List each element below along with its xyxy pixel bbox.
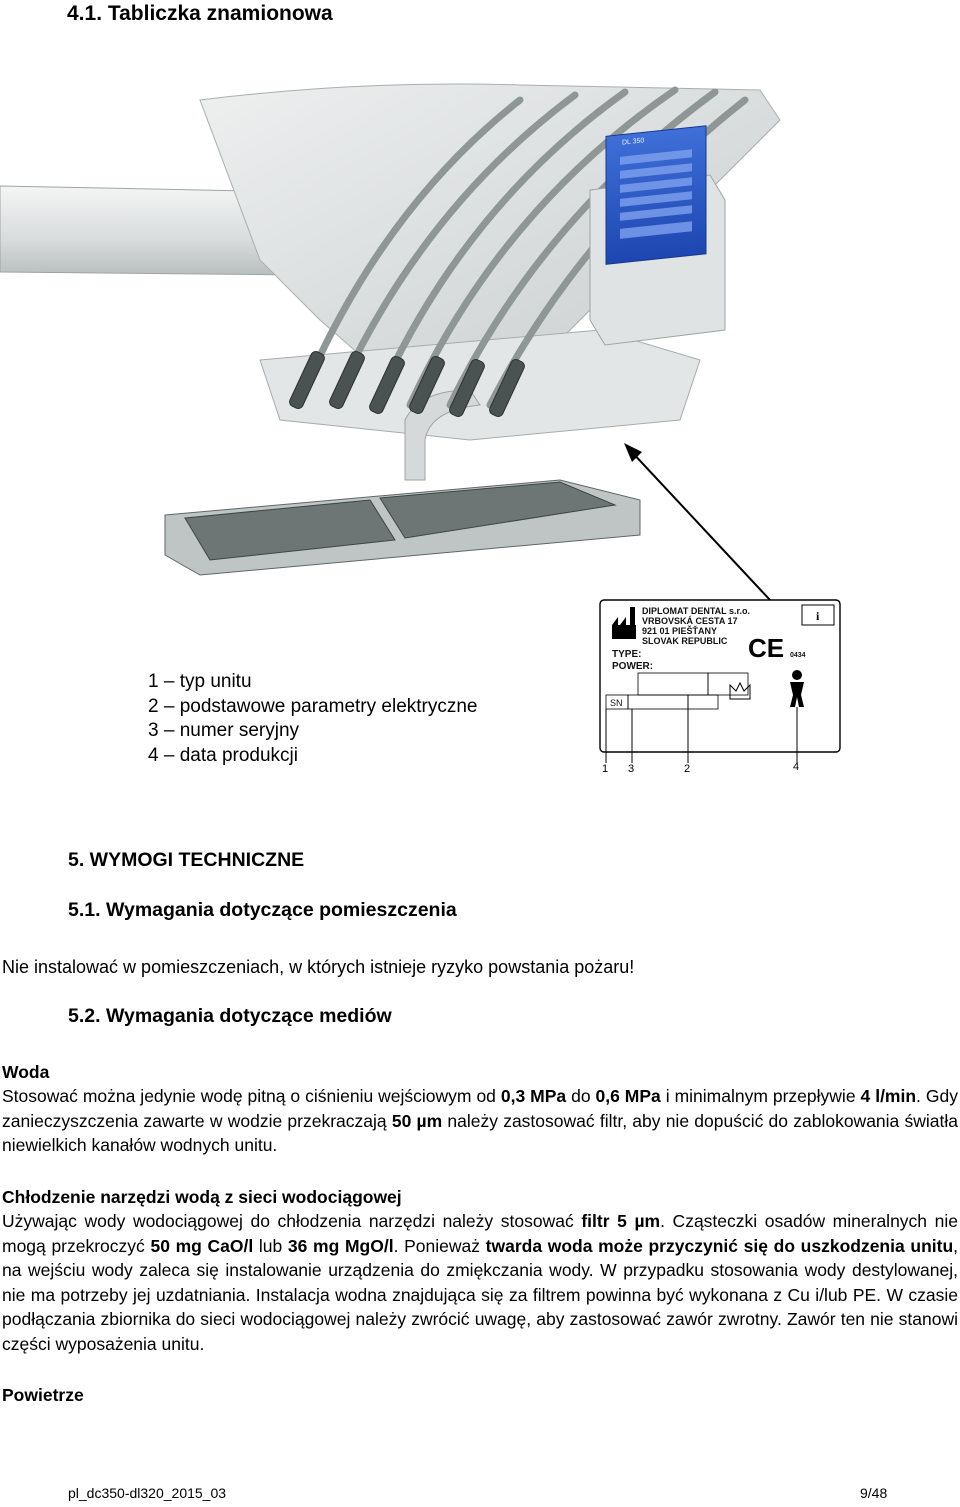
legend-item: 4 – data produkcji — [148, 744, 298, 766]
chlodzenie-paragraph: Używając wody wodociągowej do chłodzenia narzędzi należy stosować filtr 5 µm. Cząsteczki osadów mineralnych nie mogą przekroczyć 50 mg CaO/l lub 36 mg MgO/l. Ponieważ twarda woda może przyczynić się do uszkodzenia unitu, na wejściu wody zaleca się instalowanie urządzenia do zmiękczania wody. W przypadku stosowania wody destylowanej, nie ma potrzeby jej uzdatniania. Instalacja wodna znajdująca się za filtrem powinna być wykonana z Cu i/lub PE. W czasie podłączania zbiornika do sieci wodociągowej należy zwrócić uwagę, aby zastosować zawór zwrotny. Zawór ten nie stanowi części wyposażenia unitu. — [2, 1211, 959, 1354]
legend-item: 2 – podstawowe parametry elektryczne — [148, 695, 478, 717]
callout-3: 3 — [628, 763, 635, 775]
company-line: 921 01 PIEŠŤANY — [642, 626, 718, 636]
footer-doc-id: pl_dc350-dl320_2015_03 — [68, 1485, 227, 1501]
nameplate-drawing — [590, 595, 850, 780]
company-line: SLOVAK REPUBLIC — [642, 636, 728, 646]
footer-page-number: 9/48 — [860, 1485, 888, 1501]
powietrze-title: Powietrze — [2, 1385, 84, 1405]
serial-label: SN — [610, 698, 623, 708]
dental-unit-illustration — [0, 60, 960, 580]
ce-mark: CE — [748, 633, 785, 663]
ce-number: 0434 — [790, 652, 806, 659]
callout-4: 4 — [793, 761, 800, 773]
section-heading-5: 5. WYMOGI TECHNICZNE — [68, 849, 305, 871]
legend-item: 3 – numer seryjny — [148, 720, 300, 741]
section-heading-5-2: 5.2. Wymagania dotyczące mediów — [68, 1005, 392, 1027]
nameplate-legend — [148, 670, 478, 768]
woda-paragraph: Stosować można jedynie wodę pitną o ciśnieniu wejściowym od 0,3 MPa do 0,6 MPa i minimalnym przepływie 4 l/min. Gdy zanieczyszczenia zawarte w wodzie przekraczają 50 µm należy zastosować filtr, aby nie dopuścić do zablokowania światła niewielkich kanałów wodnych unitu. — [2, 1086, 958, 1155]
section-heading-4-1: 4.1. Tabliczka znamionowa — [67, 2, 333, 25]
company-line: VRBOVSKÁ CESTA 17 — [642, 616, 738, 626]
woda-title: Woda — [2, 1062, 50, 1082]
callout-1: 1 — [602, 763, 609, 775]
pointer-arrow — [600, 430, 800, 610]
callout-2: 2 — [684, 763, 691, 775]
svg-text:i: i — [816, 609, 820, 623]
screen-title: DL 350 — [621, 137, 645, 147]
power-label: POWER: — [612, 661, 654, 672]
chlodzenie-title: Chłodzenie narzędzi wodą z sieci wodociągowej — [2, 1187, 402, 1207]
legend-item: 1 – typ unitu — [148, 671, 252, 692]
type-label: TYPE: — [612, 649, 642, 660]
section-heading-5-1: 5.1. Wymagania dotyczące pomieszczenia — [68, 899, 457, 921]
section-5-1-text: Nie instalować w pomieszczeniach, w których istnieje ryzyko powstania pożaru! — [2, 957, 635, 977]
company-line: DIPLOMAT DENTAL s.r.o. — [642, 606, 751, 616]
